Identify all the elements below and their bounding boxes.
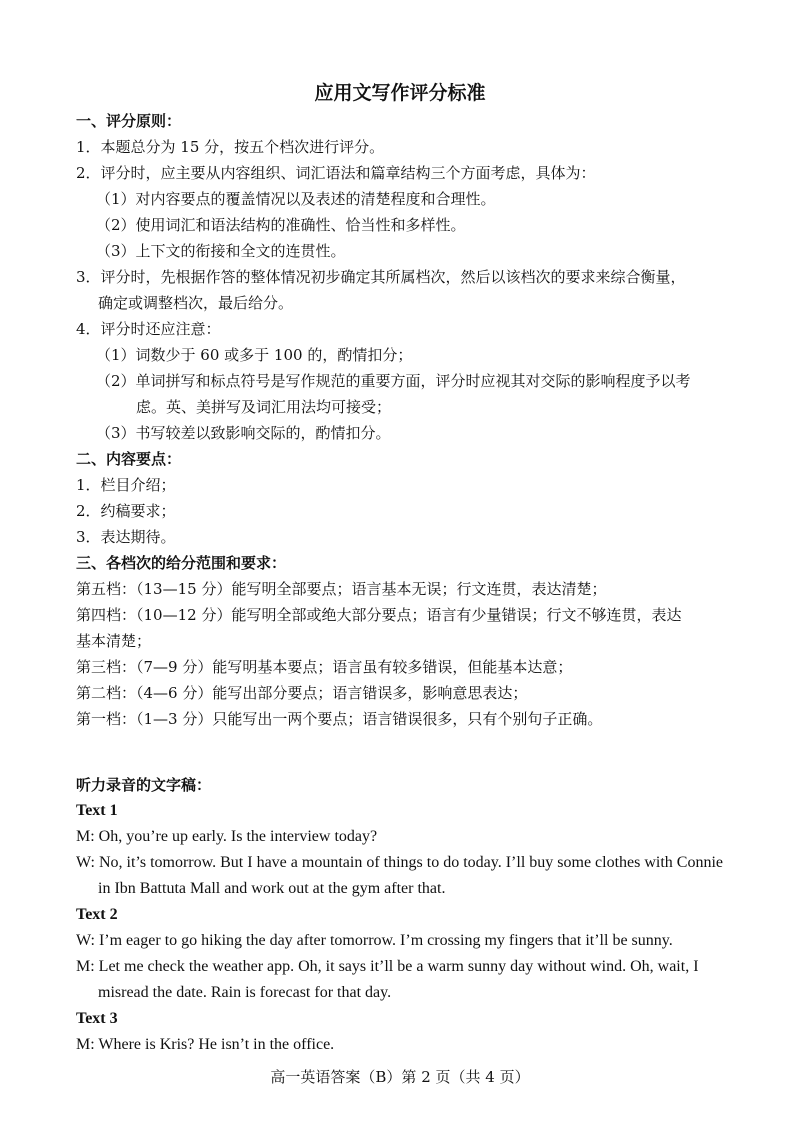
page-footer: 高一英语答案（B）第 2 页（共 4 页）	[270, 1068, 530, 1086]
text-3-man-line: M: Where is Kris? He isn’t in the office.	[76, 1036, 335, 1053]
text-1-woman-line-1: W: No, it’s tomorrow. But I have a mountain of things to do today. I’ll buy some clothes with Connie	[76, 854, 724, 871]
text-1-man-line: M: Oh, you’re up early. Is the interview today?	[76, 828, 378, 845]
principle-item-2: 2．评分时，应主要从内容组织、词汇语法和篇章结构三个方面考虑，具体为：	[76, 164, 596, 182]
principle-item-4-sub-2-line-2: 虑。英、美拼写及词汇用法均可接受；	[136, 398, 392, 416]
content-point-1: 1．栏目介绍；	[76, 476, 176, 494]
content-point-2: 2．约稿要求；	[76, 502, 176, 520]
text-1-woman-line-2: in Ibn Battuta Mall and work out at the gym after that.	[98, 880, 446, 897]
principle-item-2-sub-2: （2）使用词汇和语法结构的准确性、恰当性和多样性。	[96, 216, 466, 234]
text-2-man-line-2: misread the date. Rain is forecast for that day.	[98, 984, 392, 1001]
text-2-man-line-1: M: Let me check the weather app. Oh, it says it’ll be a warm sunny day without wind. Oh, wait, I	[76, 958, 699, 975]
principle-item-3-line-1: 3．评分时，先根据作答的整体情况初步确定其所属档次，然后以该档次的要求来综合衡量，	[76, 268, 686, 286]
text-3-title: Text 3	[76, 1010, 118, 1027]
principle-item-2-sub-3: （3）上下文的衔接和全文的连贯性。	[96, 242, 346, 260]
principle-item-2-sub-1: （1）对内容要点的覆盖情况以及表述的清楚程度和合理性。	[96, 190, 496, 208]
principle-item-3-line-2: 确定或调整档次，最后给分。	[98, 294, 294, 312]
transcript-heading: 听力录音的文字稿：	[76, 776, 212, 794]
text-1-title: Text 1	[76, 802, 118, 819]
section-heading-content-points: 二、内容要点：	[76, 450, 182, 468]
tier-1: 第一档：（1—3 分）只能写出一两个要点；语言错误很多，只有个别句子正确。	[76, 710, 603, 728]
content-point-3: 3．表达期待。	[76, 528, 176, 546]
principle-item-4-sub-2-line-1: （2）单词拼写和标点符号是写作规范的重要方面，评分时应视其对交际的影响程度予以考	[96, 372, 691, 390]
tier-5: 第五档：（13—15 分）能写明全部要点；语言基本无误；行文连贯，表达清楚；	[76, 580, 607, 598]
principle-item-4-sub-1: （1）词数少于 60 或多于 100 的，酌情扣分；	[96, 346, 413, 364]
principle-item-4: 4．评分时还应注意：	[76, 320, 221, 338]
section-heading-score-tiers: 三、各档次的给分范围和要求：	[76, 554, 287, 572]
tier-4-line-1: 第四档：（10—12 分）能写明全部或绝大部分要点；语言有少量错误；行文不够连贯，表达	[76, 606, 682, 624]
principle-item-1: 1．本题总分为 15 分，按五个档次进行评分。	[76, 138, 385, 156]
tier-3: 第三档：（7—9 分）能写明基本要点；语言虽有较多错误，但能基本达意；	[76, 658, 573, 676]
principle-item-4-sub-3: （3）书写较差以致影响交际的，酌情扣分。	[96, 424, 391, 442]
tier-2: 第二档：（4—6 分）能写出部分要点；语言错误多，影响意思表达；	[76, 684, 528, 702]
section-heading-scoring-principles: 一、评分原则：	[76, 112, 182, 130]
page-title: 应用文写作评分标准	[314, 82, 486, 104]
text-2-title: Text 2	[76, 906, 118, 923]
tier-4-line-2: 基本清楚；	[76, 632, 152, 650]
text-2-woman-line: W: I’m eager to go hiking the day after tomorrow. I’m crossing my fingers that it’ll be sunny.	[76, 932, 673, 949]
